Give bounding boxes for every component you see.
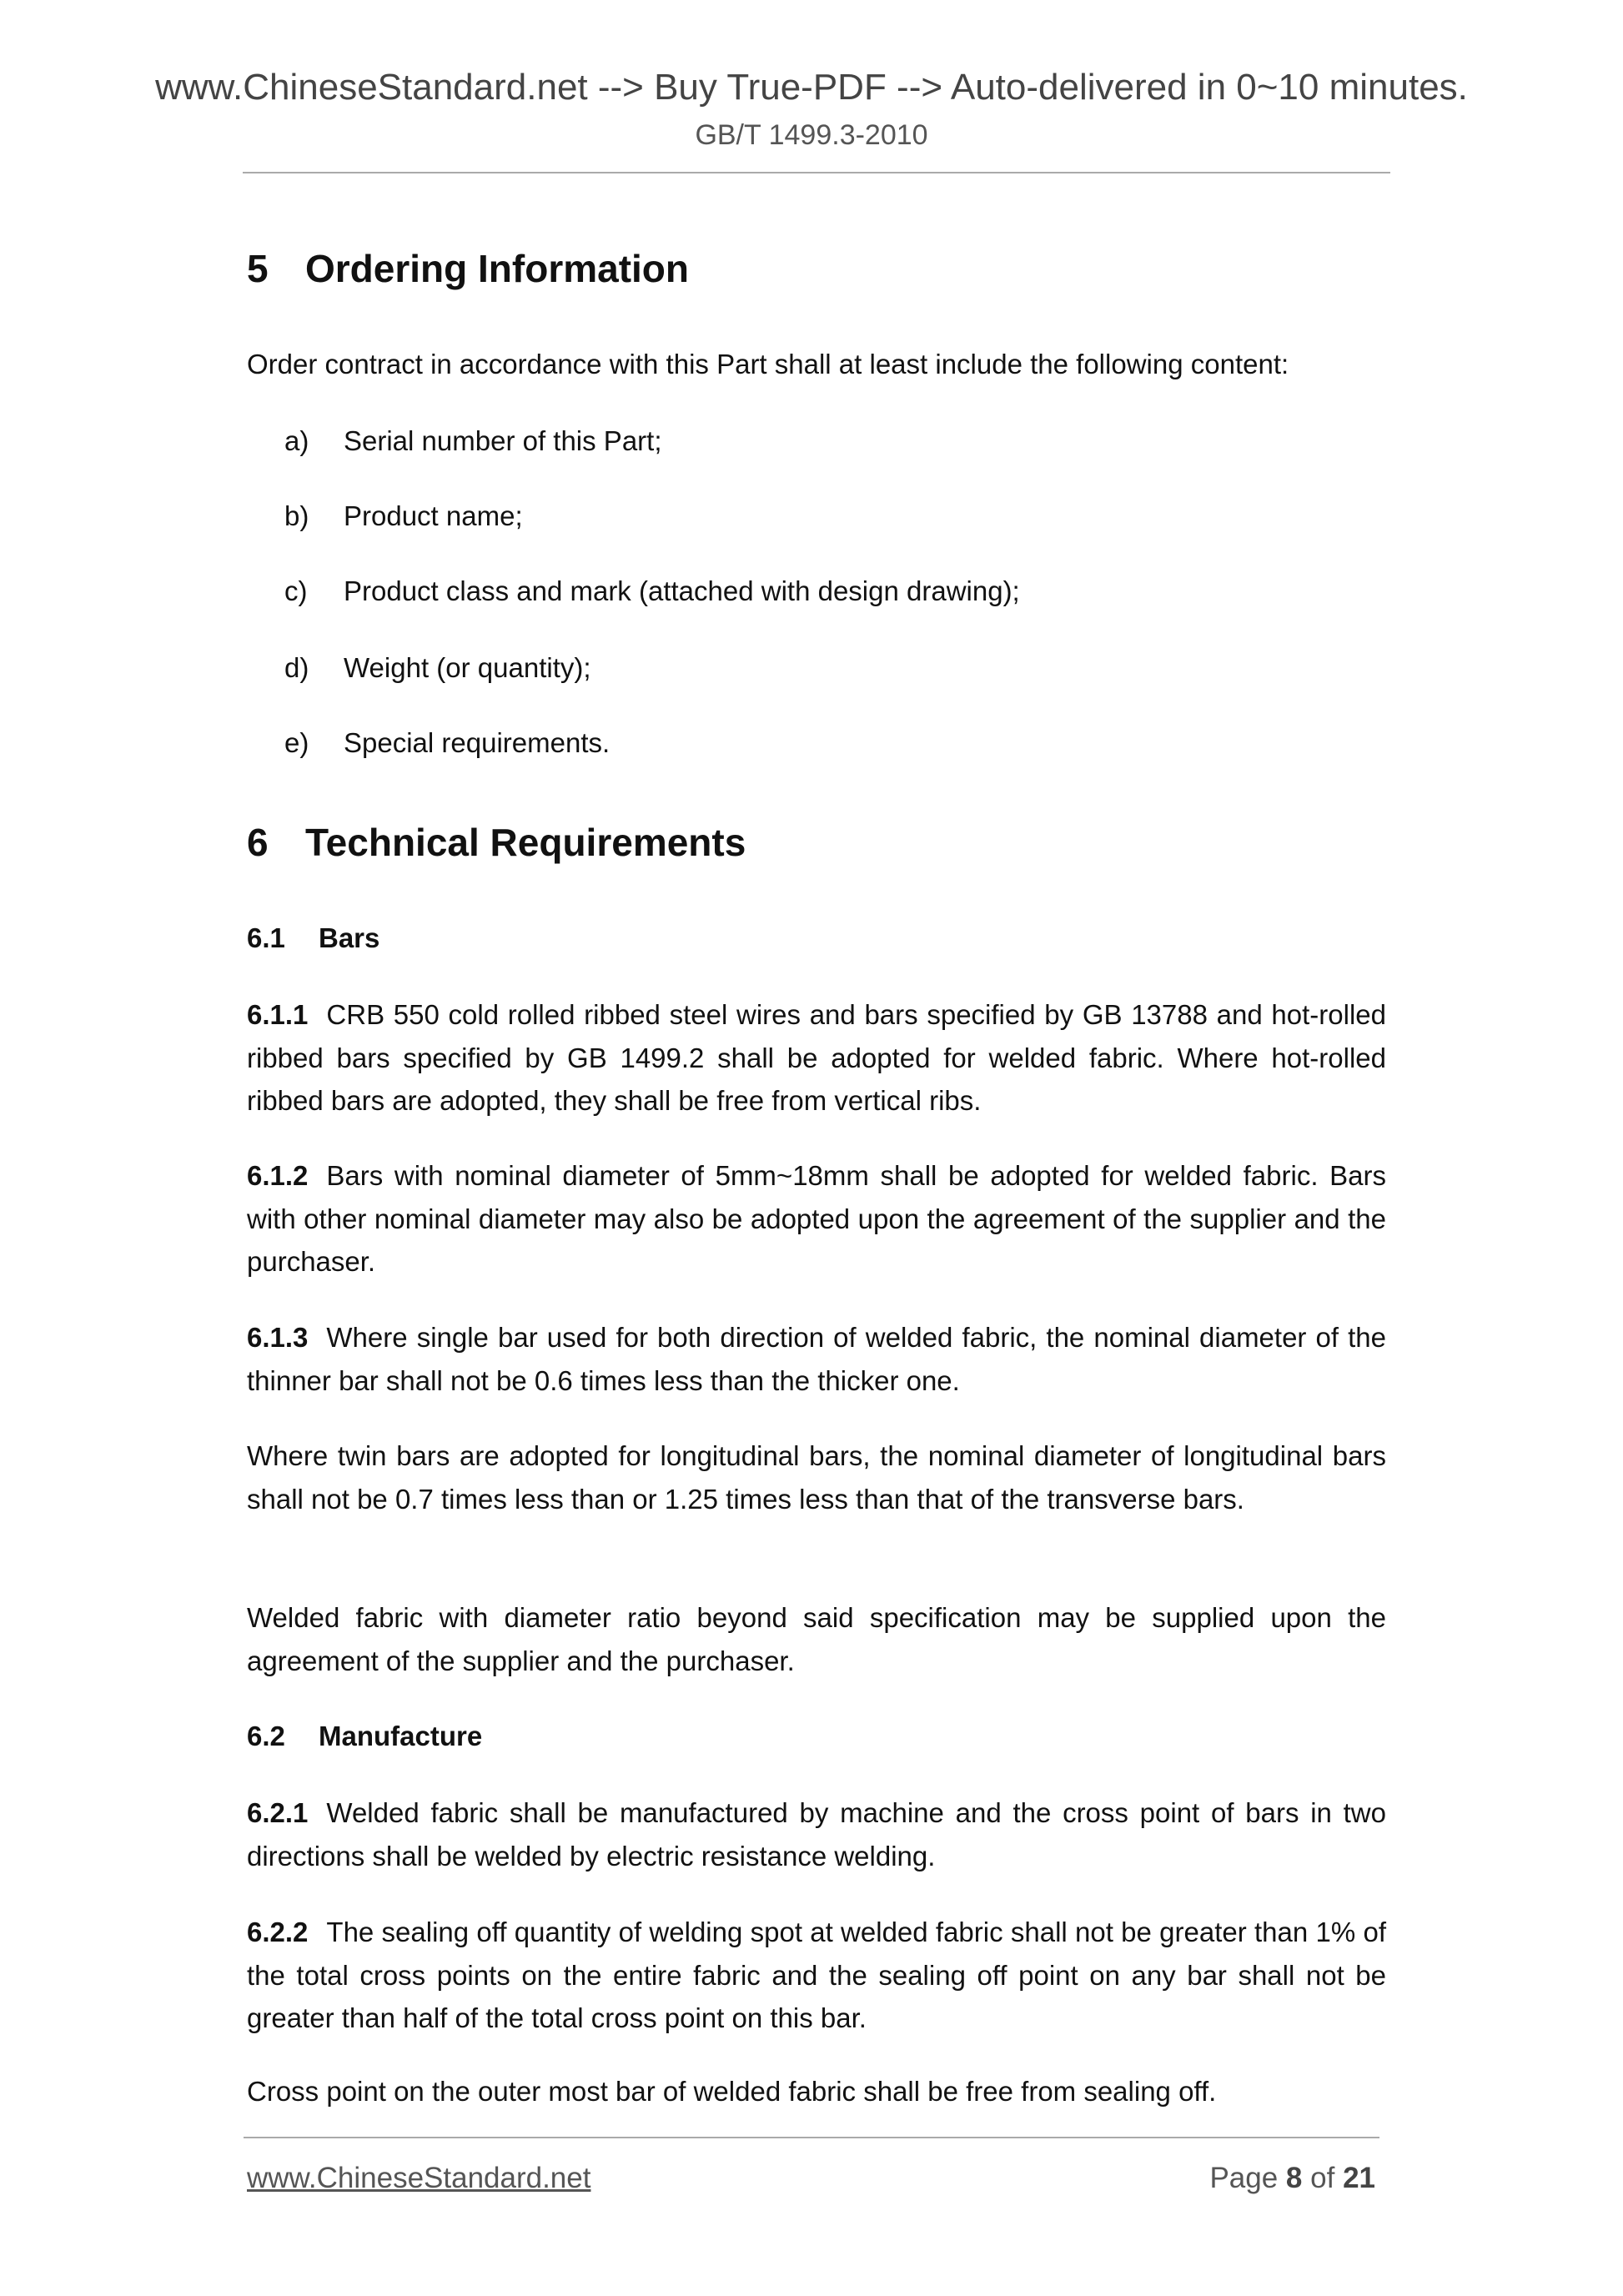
list-marker: e) [284, 727, 309, 758]
list-text: Weight (or quantity); [344, 652, 591, 683]
page-indicator [1209, 2162, 1375, 2195]
list-text: Serial number of this Part; [344, 425, 662, 456]
page-of: of [1310, 2162, 1335, 2194]
clause-text: Welded fabric shall be manufactured by machine and the cross point of bars in two directions shall be welded by electric resistance welding. [247, 1797, 1386, 1871]
clause-number: 6.2.2 [247, 1917, 309, 1947]
subsection-title: Bars [319, 922, 380, 953]
header-divider [243, 172, 1390, 173]
clause-number: 6.2.1 [247, 1797, 309, 1828]
clause-text: CRB 550 cold rolled ribbed steel wires and bars specified by GB 13788 and hot-rolled ribbed bars specified by GB 1499.2 shall be adopted for welded fabric. Where hot-rolled ribbed bars are adopted, they shall be free from vertical ribs. [247, 999, 1386, 1116]
clause-text: Where single bar used for both direction of welded fabric, the nominal diameter of the thinner bar shall not be 0.6 times less than the thicker one. [247, 1322, 1386, 1396]
clause-6-2-2 [247, 1911, 1386, 2040]
section-5-intro: Order contract in accordance with this Part shall at least include the following content: [247, 349, 1289, 379]
clause-6-1-1 [247, 993, 1386, 1123]
list-marker: a) [284, 425, 309, 456]
paragraph-twin-bars: Where twin bars are adopted for longitudinal bars, the nominal diameter of longitudinal bars shall not be 0.7 times less than or 1.25 times less than that of the transverse bars. [247, 1440, 1386, 1515]
footer-divider [244, 2137, 1379, 2138]
clause-text: Bars with nominal diameter of 5mm~18mm shall be adopted for welded fabric. Bars with other nominal diameter may also be adopted upon the agreement of the supplier and the purchaser. [247, 1160, 1386, 1277]
subsection-number: 6.1 [247, 922, 285, 953]
list-marker: b) [284, 500, 309, 531]
paragraph-diameter-ratio: Welded fabric with diameter ratio beyond said specification may be supplied upon the agreement of the supplier and the purchaser. [247, 1602, 1386, 1676]
total-pages: 21 [1343, 2162, 1375, 2194]
clause-number: 6.1.2 [247, 1160, 309, 1191]
clause-number: 6.1.1 [247, 999, 309, 1030]
subsection-title: Manufacture [319, 1721, 483, 1751]
clause-number: 6.1.3 [247, 1322, 309, 1353]
paragraph-cross-point: Cross point on the outer most bar of welded fabric shall be free from sealing off. [247, 2076, 1217, 2107]
list-text: Product name; [344, 500, 523, 531]
list-item [284, 646, 591, 689]
subsection-6-2-heading [247, 1721, 482, 1752]
list-item [284, 420, 662, 462]
section-5-heading [247, 246, 689, 291]
section-6-heading [247, 820, 746, 865]
footer-link[interactable]: www.ChineseStandard.net [247, 2162, 591, 2194]
current-page: 8 [1285, 2162, 1303, 2194]
section-title: Ordering Information [305, 247, 689, 290]
section-number: 5 [247, 247, 269, 290]
section-title: Technical Requirements [305, 821, 746, 864]
clause-6-2-1 [247, 1791, 1386, 1877]
list-marker: d) [284, 652, 309, 683]
list-text: Special requirements. [344, 727, 611, 758]
header-banner[interactable]: www.ChineseStandard.net --> Buy True-PDF --> Auto-delivered in 0~10 minutes. [155, 67, 1468, 108]
standard-number: GB/T 1499.3-2010 [695, 119, 928, 151]
subsection-6-1-heading [247, 922, 379, 954]
list-item [284, 721, 610, 764]
clause-6-1-2 [247, 1154, 1386, 1284]
clause-text: The sealing off quantity of welding spot at welded fabric shall not be greater than 1% of the total cross points on the entire fabric and the sealing off point on any bar shall not be greater than half of the total cross point on this bar. [247, 1917, 1386, 2033]
subsection-number: 6.2 [247, 1721, 285, 1751]
section-number: 6 [247, 821, 269, 864]
page-label: Page [1209, 2162, 1279, 2194]
clause-6-1-3 [247, 1316, 1386, 1402]
list-item [284, 495, 523, 537]
list-marker: c) [284, 575, 308, 606]
list-item [284, 570, 1020, 612]
list-text: Product class and mark (attached with design drawing); [344, 575, 1020, 606]
